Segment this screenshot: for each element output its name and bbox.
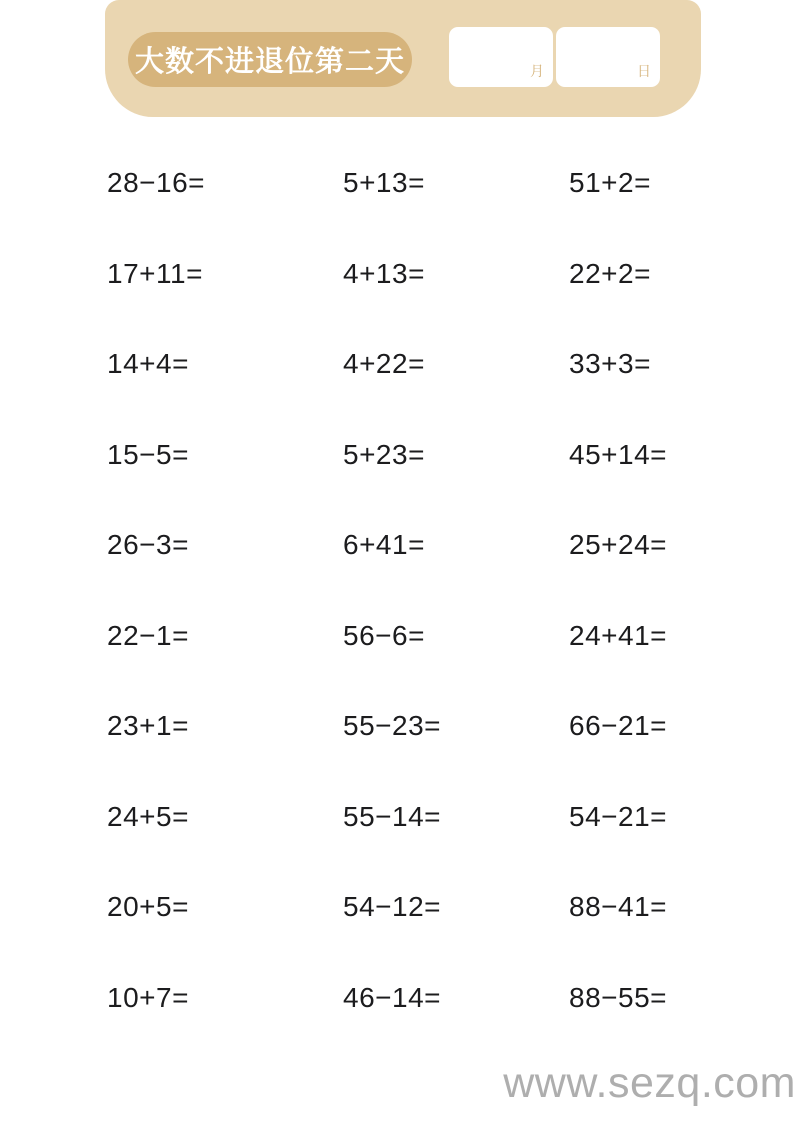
problem-cell: 88−41= <box>569 891 667 923</box>
problem-cell: 56−6= <box>343 619 425 651</box>
problem-cell: 20+5= <box>107 891 189 923</box>
problems-grid <box>0 138 800 1043</box>
date-fields <box>449 27 660 87</box>
problem-cell: 6+41= <box>343 529 425 561</box>
month-label: 月 <box>530 63 544 79</box>
problem-cell: 24+5= <box>107 800 189 832</box>
worksheet-title-pill <box>128 32 412 87</box>
problem-cell: 46−14= <box>343 981 441 1013</box>
problem-cell: 4+22= <box>343 348 425 380</box>
problem-cell: 23+1= <box>107 710 189 742</box>
problem-cell: 4+13= <box>343 257 425 289</box>
problem-cell: 15−5= <box>107 438 189 470</box>
problem-cell: 10+7= <box>107 981 189 1013</box>
problem-cell: 54−12= <box>343 891 441 923</box>
problem-cell: 33+3= <box>569 348 651 380</box>
problem-cell: 24+41= <box>569 619 667 651</box>
problem-cell: 17+11= <box>107 257 203 289</box>
worksheet-title: 大数不进退位第二天 <box>135 46 406 78</box>
problem-cell: 25+24= <box>569 529 667 561</box>
problem-cell: 28−16= <box>107 167 205 199</box>
problem-cell: 51+2= <box>569 167 651 199</box>
problem-cell: 22−1= <box>107 619 189 651</box>
worksheet-header <box>105 0 701 117</box>
day-label: 日 <box>637 63 651 79</box>
problem-cell: 14+4= <box>107 348 189 380</box>
problem-cell: 5+13= <box>343 167 425 199</box>
problem-cell: 22+2= <box>569 257 651 289</box>
day-input-box[interactable] <box>556 27 660 87</box>
month-input-box[interactable] <box>449 27 553 87</box>
watermark: www.sezq.com <box>503 1059 796 1107</box>
problem-cell: 55−23= <box>343 710 441 742</box>
problem-cell: 26−3= <box>107 529 189 561</box>
problem-cell: 5+23= <box>343 438 425 470</box>
problem-cell: 88−55= <box>569 981 667 1013</box>
problem-cell: 45+14= <box>569 438 667 470</box>
problem-cell: 54−21= <box>569 800 667 832</box>
problem-cell: 66−21= <box>569 710 667 742</box>
problem-cell: 55−14= <box>343 800 441 832</box>
